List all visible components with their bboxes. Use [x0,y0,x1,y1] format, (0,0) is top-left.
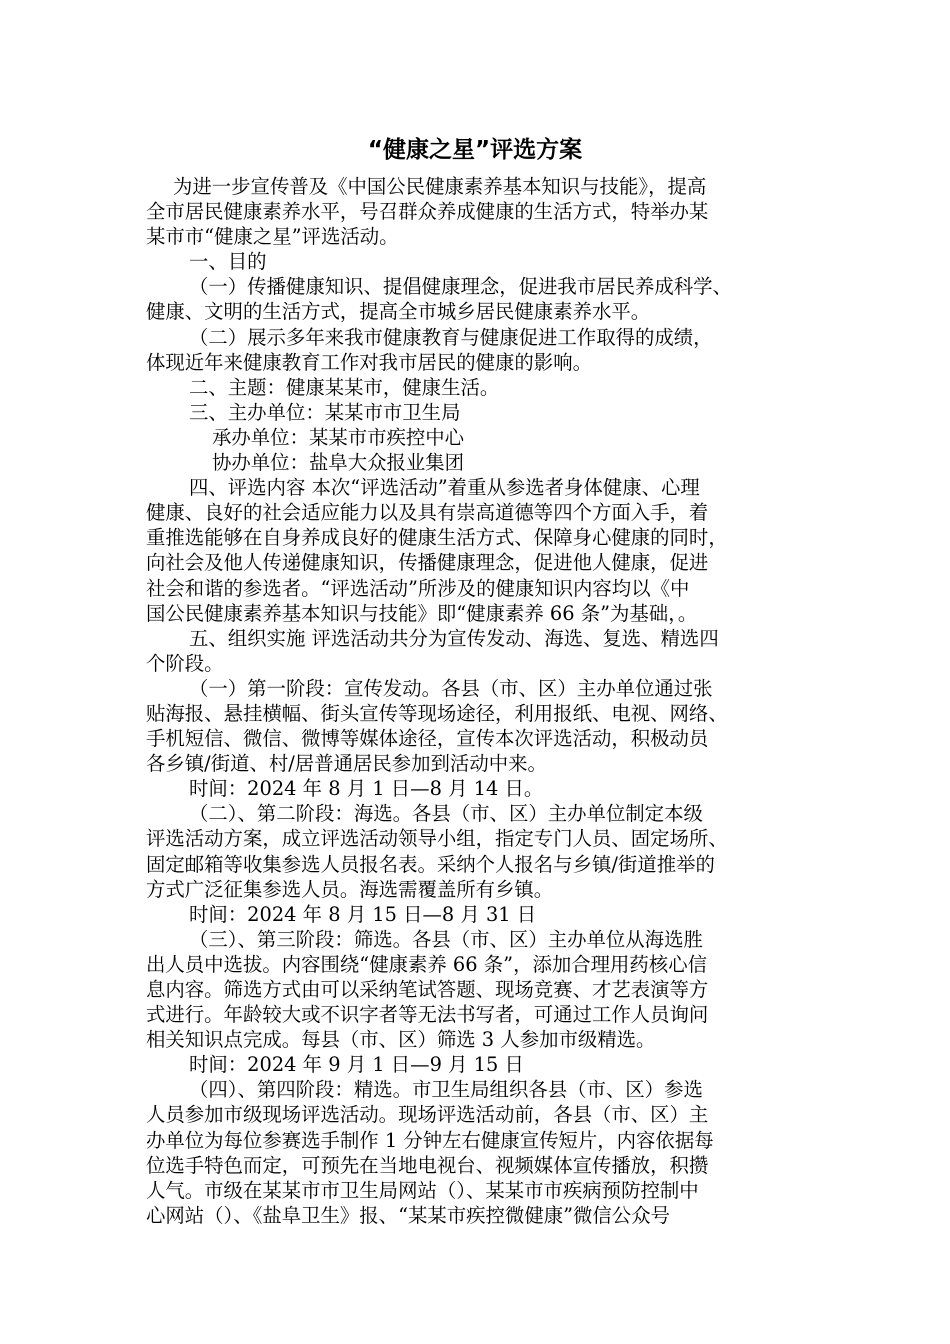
paragraph-line: 固定邮箱等收集参选人员报名表。采纳个人报名与乡镇/街道推举的 [146,852,715,876]
paragraph-line: 社会和谐的参选者。“评选活动”所涉及的健康知识内容均以《中 [146,576,690,600]
paragraph-line: （二）、第二阶段：海选。各县（市、区）主办单位制定本级 [189,802,703,826]
date-line: 时间：2024 年 8 月 1 日—8 月 14 日。 [189,777,544,801]
paragraph-line: 健康、良好的社会适应能力以及具有崇高道德等四个方面入手，着 [146,501,709,525]
paragraph-line: 方式广泛征集参选人员。海选需覆盖所有乡镇。 [146,877,554,901]
paragraph-line: （三）、第三阶段：筛选。各县（市、区）主办单位从海选胜 [189,927,703,951]
paragraph-line: 国公民健康素养基本知识与技能》即“健康素养 66 条”为基础，。 [146,601,698,625]
paragraph-line: 协办单位：盐阜大众报业集团 [212,451,465,475]
paragraph-line: 相关知识点完成。每县（市、区）筛选 3 人参加市级精选。 [146,1028,656,1052]
paragraph-line: 为进一步宣传普及《中国公民健康素养基本知识与技能》，提高 [173,175,707,198]
paragraph-line: 某市市“健康之星”评选活动。 [146,225,399,249]
paragraph-line: 人气。市级在某某市市卫生局网站（）、某某市市疾病预防控制中 [146,1178,699,1202]
paragraph-line: 贴海报、悬挂横幅、街头宣传等现场途径，利用报纸、电视、网络、 [146,701,728,725]
paragraph-line: 评选活动方案，成立评选活动领导小组，指定专门人员、固定场所、 [146,827,728,851]
paragraph-line: 体现近年来健康教育工作对我市居民的健康的影响。 [146,350,592,374]
section-heading: 一、目的 [189,250,267,274]
paragraph-line: 位选手特色而定，可预先在当地电视台、视频媒体宣传播放，积攒 [146,1153,709,1177]
paragraph-line: （二）展示多年来我市健康教育与健康促进工作取得的成绩， [189,325,713,349]
section-heading: 五、组织实施 评选活动共分为宣传发动、海选、复选、精选四 [189,626,719,650]
paragraph-line: 健康、文明的生活方式，提高全市城乡居民健康素养水平。 [146,300,651,324]
paragraph-line: 个阶段。 [146,651,224,675]
paragraph-line: （一）第一阶段：宣传发动。各县（市、区）主办单位通过张 [189,676,713,700]
section-heading: 二、主题：健康某某市，健康生活。 [189,375,500,399]
paragraph-line: 重推选能够在自身养成良好的健康生活方式、保障身心健康的同时， [146,526,728,550]
paragraph-line: （一）传播健康知识、提倡健康理念，促进我市居民养成科学、 [189,275,732,299]
paragraph-line: 办单位为每位参赛选手制作 1 分钟左右健康宣传短片，内容依据每 [146,1128,714,1152]
paragraph-line: 全市居民健康素养水平，号召群众养成健康的生活方式，特举办某 [146,200,709,224]
date-line: 时间：2024 年 9 月 1 日—9 月 15 日 [189,1053,524,1077]
paragraph-line: 人员参加市级现场评选活动。现场评选活动前，各县（市、区）主 [146,1103,709,1127]
paragraph-line: 心网站（）、《盐阜卫生》报、“某某市疾控微健康”微信公众号 [146,1203,670,1227]
paragraph-line: 手机短信、微信、微博等媒体途径，宣传本次评选活动，积极动员 [146,727,709,751]
document-body [146,174,806,1228]
paragraph-line: 各乡镇/街道、村/居普通居民参加到活动中来。 [146,752,547,776]
document-title: “健康之星”评选方案 [367,137,583,163]
paragraph-line: 息内容。筛选方式由可以采纳笔试答题、现场竞赛、才艺表演等方 [146,978,709,1001]
paragraph-line: 向社会及他人传递健康知识，传播健康理念，促进他人健康，促进 [146,551,709,575]
paragraph-line: 出人员中选拔。内容围绕“健康素养 66 条”，添加合理用药核心信 [146,952,707,976]
paragraph-line: 式进行。年龄较大或不识字者等无法书写者，可通过工作人员询问 [146,1003,709,1027]
section-heading: 三、主办单位：某某市市卫生局 [189,400,461,424]
section-heading: 四、评选内容 本次“评选活动”着重从参选者身体健康、心理 [189,476,700,500]
paragraph-line: （四）、第四阶段：精选。市卫生局组织各县（市、区）参选 [189,1078,703,1102]
date-line: 时间：2024 年 8 月 15 日—8 月 31 日 [189,902,537,926]
paragraph-line: 承办单位：某某市市疾控中心 [212,425,465,449]
